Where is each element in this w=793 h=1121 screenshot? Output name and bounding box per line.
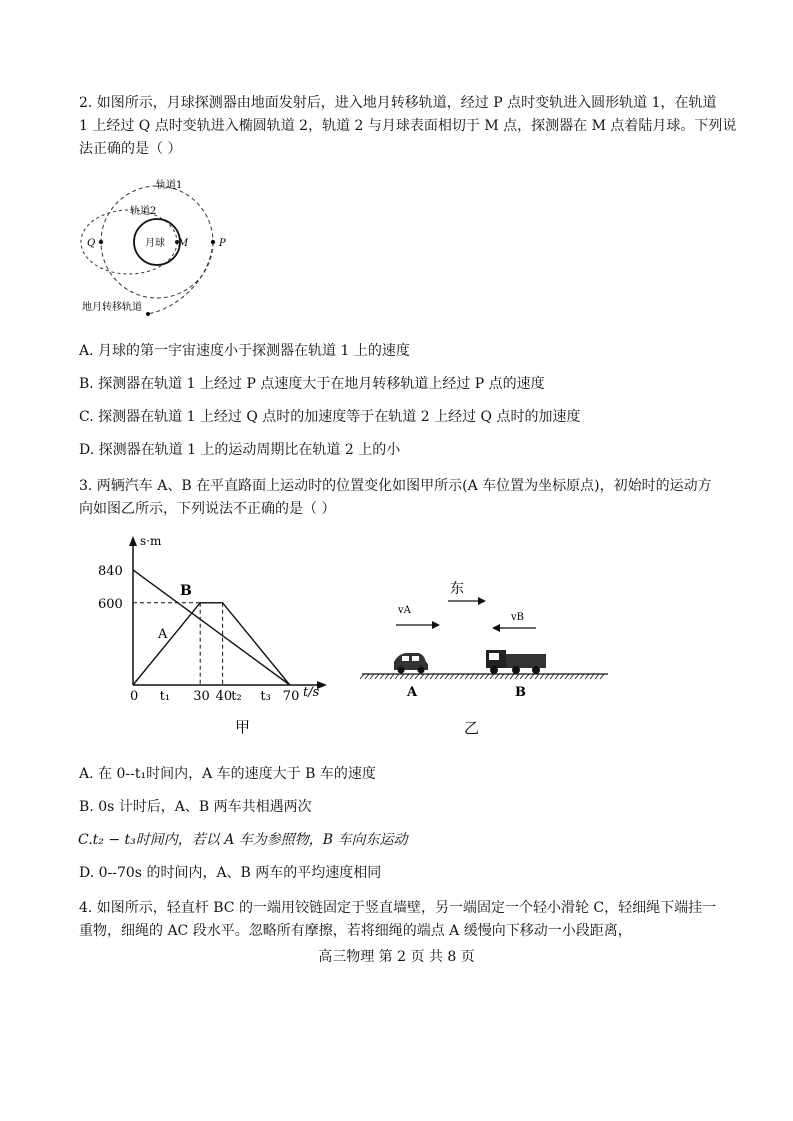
x-tick-label: t₂ (231, 689, 242, 704)
q3-line-1: 3. 两辆汽车 A、B 在平直路面上运动时的位置变化如图甲所示(A 车位置为坐标原点)，初始时的运动方 (79, 478, 712, 494)
cars-figure (358, 568, 613, 738)
x-tick-label: 40 (215, 689, 233, 704)
y-tick-label: 840 (98, 563, 123, 579)
transfer-label: 地月转移轨道 (82, 302, 142, 313)
figure-yi-caption: 乙 (464, 719, 480, 737)
q2-line-2: 1 上经过 Q 点时变轨进入椭圆轨道 2，轨道 2 与月球表面相切于 M 点，探测器在 M 点着陆月球。下列说 (79, 118, 737, 134)
y-tick-label: 600 (98, 596, 123, 612)
car-b (486, 650, 546, 674)
car-a-label: A (407, 685, 418, 700)
q2-line-1: 2. 如图所示，月球探测器由地面发射后，进入地月转移轨道，经过 P 点时变轨进入圆形轨道 1，在轨道 (79, 95, 717, 111)
s-t-chart (96, 530, 346, 745)
q2-option-d: D. 探测器在轨道 1 上的运动周期比在轨道 2 上的小 (79, 442, 401, 458)
m-label: M (178, 238, 189, 249)
x-tick-label: 0 (130, 689, 139, 704)
x-tick-label: 70 (282, 689, 300, 704)
orbit2-label: 轨道2 (130, 206, 157, 217)
orbit1-label: 轨道1 (156, 180, 183, 191)
east-label: 东 (450, 581, 464, 597)
series-line-a (133, 603, 290, 685)
p-label: P (219, 238, 226, 249)
series-line-b (133, 570, 290, 685)
q4-line-1: 4. 如图所示，轻直杆 BC 的一端用铰链固定于竖直墙壁，另一端固定一个轻小滑轮 C，轻细绳下端挂一 (79, 900, 717, 916)
series-b-label: B (180, 583, 192, 599)
x-tick-label: 30 (193, 689, 210, 704)
vb-label: vB (511, 612, 524, 623)
q2-option-b: B. 探测器在轨道 1 上经过 P 点速度大于在地月转移轨道上经过 P 点的速度 (79, 376, 545, 392)
car-b-label: B (515, 685, 526, 700)
page-footer: 高三物理 第 2 页 共 8 页 (318, 949, 475, 965)
figure-jia-caption: 甲 (235, 718, 251, 736)
q3-option-d: D. 0--70s 的时间内，A、B 两车的平均速度相同 (79, 865, 382, 881)
x-axis-label: t/s (303, 685, 320, 700)
q3-option-a: A. 在 0--t₁时间内，A 车的速度大于 B 车的速度 (79, 766, 376, 782)
q3-option-c: C.t₂ − t₃时间内，若以 A 车为参照物，B 车向东运动 (78, 832, 408, 848)
series-a-label: A (158, 627, 168, 642)
car-a (394, 653, 428, 674)
q3-line-2: 向如图乙所示，下列说法不正确的是（ ） (79, 501, 336, 517)
y-axis-label: s·m (140, 534, 162, 548)
q-label: Q (87, 238, 96, 249)
va-label: vA (398, 605, 411, 616)
x-tick-label: t₃ (260, 689, 271, 704)
moon-label: 月球 (145, 238, 165, 249)
transfer-orbit (148, 242, 213, 314)
q4-line-2: 重物，细绳的 AC 段水平。忽略所有摩擦，若将细绳的端点 A 缓慢向下移动一小段距离， (79, 923, 632, 939)
q2-option-a: A. 月球的第一宇宙速度小于探测器在轨道 1 上的速度 (79, 343, 410, 359)
q3-option-b: B. 0s 计时后，A、B 两车共相遇两次 (79, 799, 312, 815)
moon-orbit-figure (78, 168, 238, 320)
q2-option-c: C. 探测器在轨道 1 上经过 Q 点时的加速度等于在轨道 2 上经过 Q 点时的加速度 (79, 409, 581, 425)
q2-line-3: 法正确的是（ ） (79, 141, 182, 157)
x-tick-label: t₁ (159, 689, 171, 704)
